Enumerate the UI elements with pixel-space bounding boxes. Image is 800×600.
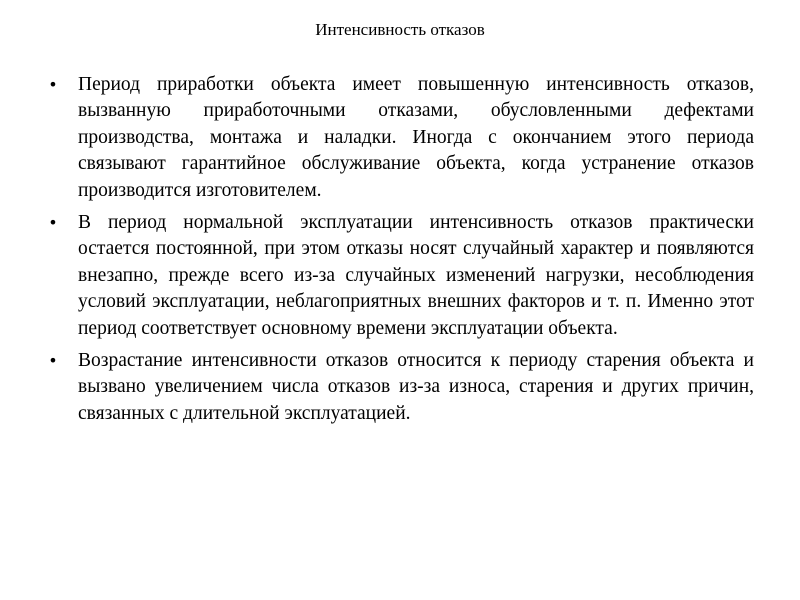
bullet-icon: • [48,75,58,94]
bullet-list [46,72,754,433]
bullet-text: В период нормальной эксплуатации интенсивность отказов практически остается постоянной, при этом отказы носят случайный характер и появляются внезапно, прежде всего из-за случайных изменений нагрузки, несоблюдения условий эксплуатации, неблагоприятных внешних факторов и т. п. Именно этот период соответствует основному времени эксплуатации объекта. [78,212,754,339]
slide-title: Интенсивность отказов [315,20,485,39]
list-item [46,72,754,204]
bullet-icon: • [48,351,58,371]
bullet-icon: • [48,213,58,233]
bullet-text: Период приработки объекта имеет повышенную интенсивность отказов, вызванную приработочными отказами, обусловленными дефектами производства, монтажа и наладки. Иногда с окончанием этого периода связывают гарантийное обслуживание объекта, когда устранение отказов производится изготовителем. [78,74,754,201]
list-item [46,348,754,427]
list-item [46,210,754,342]
bullet-text: Возрастание интенсивности отказов относится к периоду старения объекта и вызвано увеличением числа отказов из-за износа, старения и других причин, связанных с длительной эксплуатацией. [78,350,754,424]
